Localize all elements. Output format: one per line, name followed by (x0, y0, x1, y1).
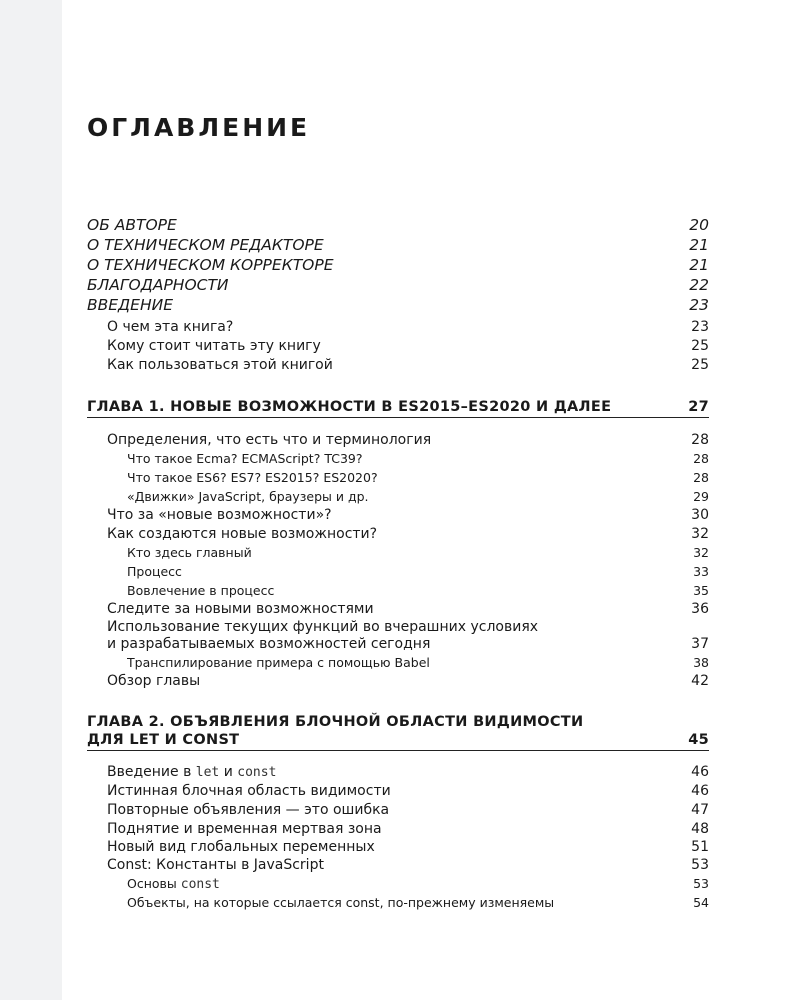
toc-entry-label: Как пользоваться этой книгой (107, 357, 333, 373)
toc-entry[interactable] (87, 216, 709, 234)
toc-entry-page: 22 (689, 276, 709, 294)
toc-entry[interactable] (107, 356, 709, 374)
toc-entry-page: 32 (691, 526, 709, 542)
toc-entry-page: 21 (689, 256, 709, 274)
toc-entry-page: 47 (691, 802, 709, 818)
toc-entry-page: 53 (693, 876, 709, 891)
toc-entry[interactable] (107, 525, 709, 543)
toc-entry-page: 51 (691, 839, 709, 855)
table-of-contents (87, 0, 709, 1000)
toc-entry-label: Обзор главы (107, 673, 201, 689)
toc-entry-label: Как создаются новые возможности? (107, 526, 378, 542)
toc-entry-page: 37 (691, 636, 709, 652)
toc-entry-label: «Движки» JavaScript, браузеры и др. (127, 489, 369, 504)
toc-entry[interactable] (107, 820, 709, 838)
toc-entry-page: 20 (689, 216, 709, 234)
toc-entry-page: 42 (691, 673, 709, 689)
toc-entry-page: 54 (693, 895, 709, 910)
toc-page (87, 0, 709, 1000)
toc-entry-label: Процесс (127, 564, 182, 579)
code-const: const (180, 877, 220, 892)
toc-entry-page: 28 (691, 432, 709, 448)
toc-entry-label: Транспилирование примера с помощью Babel (127, 655, 430, 670)
toc-entry-page: 23 (689, 296, 709, 314)
toc-entry-label (127, 875, 220, 894)
toc-entry-label: Что такое ES6? ES7? ES2015? ES2020? (127, 470, 378, 485)
chapter-page: 27 (688, 399, 709, 415)
chapter-title: ГЛАВА 1. НОВЫЕ ВОЗМОЖНОСТИ В ES2015–ES2020 И ДАЛЕЕ (87, 399, 612, 415)
toc-entry[interactable] (107, 801, 709, 819)
intro-mid: и (219, 764, 238, 780)
toc-entry[interactable] (127, 875, 709, 894)
toc-entry[interactable] (127, 582, 709, 600)
toc-entry[interactable] (107, 838, 709, 856)
toc-entry[interactable] (107, 763, 709, 782)
toc-entry-label: Что за «новые возможности»? (107, 507, 332, 523)
toc-entry-label: Поднятие и временная мертвая зона (107, 821, 382, 837)
toc-entry-page: 48 (691, 821, 709, 837)
toc-entry-label: О ТЕХНИЧЕСКОМ РЕДАКТОРЕ (87, 236, 324, 254)
toc-entry-label: Кто здесь главный (127, 545, 252, 560)
toc-entry[interactable] (127, 450, 709, 468)
chapter-1-heading[interactable] (87, 398, 709, 418)
toc-entry[interactable] (107, 506, 709, 524)
toc-entry[interactable] (127, 563, 709, 581)
toc-entry-label: О чем эта книга? (107, 319, 234, 335)
toc-entry[interactable] (87, 236, 709, 254)
toc-entry-label: Повторные объявления — это ошибка (107, 802, 390, 818)
toc-entry[interactable] (107, 619, 709, 653)
toc-entry[interactable] (87, 296, 709, 314)
toc-entry[interactable] (127, 488, 709, 506)
toc-entry[interactable] (127, 654, 709, 672)
toc-entry-label: Вовлечение в процесс (127, 583, 275, 598)
toc-entry-page: 21 (689, 236, 709, 254)
page-title: ОГЛАВЛЕНИЕ (87, 113, 311, 142)
toc-entry[interactable] (107, 337, 709, 355)
toc-entry-page: 33 (693, 564, 709, 579)
toc-entry-label (107, 763, 276, 782)
chapter-2-heading[interactable] (87, 713, 709, 751)
toc-entry-page: 35 (693, 583, 709, 598)
toc-entry-label: Что такое Ecma? ECMAScript? TC39? (127, 451, 363, 466)
toc-entry[interactable] (107, 318, 709, 336)
toc-entry-label: БЛАГОДАРНОСТИ (87, 276, 229, 294)
toc-entry-page: 53 (691, 857, 709, 873)
toc-entry-page: 32 (693, 545, 709, 560)
toc-entry-label: Определения, что есть что и терминология (107, 432, 432, 448)
toc-entry[interactable] (127, 469, 709, 487)
toc-entry-page: 38 (693, 655, 709, 670)
toc-entry-label: ОБ АВТОРЕ (87, 216, 177, 234)
toc-entry-page: 36 (691, 601, 709, 617)
toc-entry[interactable] (127, 544, 709, 562)
toc-entry-page: 28 (693, 470, 709, 485)
toc-entry-page: 29 (693, 489, 709, 504)
toc-entry-label: Кому стоит читать эту книгу (107, 338, 321, 354)
chapter-title: ГЛАВА 2. ОБЪЯВЛЕНИЯ БЛОЧНОЙ ОБЛАСТИ ВИДИМОСТИ ДЛЯ LET И CONST (87, 714, 584, 748)
basics-prefix: Основы (127, 876, 181, 891)
toc-entry[interactable] (107, 856, 709, 874)
toc-entry-page: 28 (693, 451, 709, 466)
toc-entry-label: Истинная блочная область видимости (107, 783, 391, 799)
toc-entry-label: Объекты, на которые ссылается const, по-прежнему изменяемы (127, 895, 555, 910)
toc-entry-page: 30 (691, 507, 709, 523)
toc-entry[interactable] (127, 894, 709, 912)
toc-entry[interactable] (107, 431, 709, 449)
chapter-page: 45 (688, 732, 709, 748)
toc-entry[interactable] (87, 276, 709, 294)
toc-entry[interactable] (107, 782, 709, 800)
toc-entry-page: 23 (691, 319, 709, 335)
toc-entry-page: 46 (691, 764, 709, 780)
intro-prefix: Введение в (107, 764, 196, 780)
toc-entry-label: Const: Константы в JavaScript (107, 857, 324, 873)
toc-entry-label: Использование текущих функций во вчерашних условиях и разрабатываемых возможностей сегодня (107, 619, 539, 652)
left-margin-strip (0, 0, 62, 1000)
toc-entry-label: Следите за новыми возможностями (107, 601, 374, 617)
toc-entry-label: ВВЕДЕНИЕ (87, 296, 174, 314)
code-let: let (195, 765, 220, 780)
code-const: const (237, 765, 277, 780)
toc-entry-page: 25 (691, 338, 709, 354)
toc-entry-label: О ТЕХНИЧЕСКОМ КОРРЕКТОРЕ (87, 256, 334, 274)
toc-entry[interactable] (107, 672, 709, 690)
toc-entry-page: 46 (691, 783, 709, 799)
toc-entry-label: Новый вид глобальных переменных (107, 839, 375, 855)
toc-entry[interactable] (87, 256, 709, 274)
toc-entry-page: 25 (691, 357, 709, 373)
toc-entry[interactable] (107, 600, 709, 618)
